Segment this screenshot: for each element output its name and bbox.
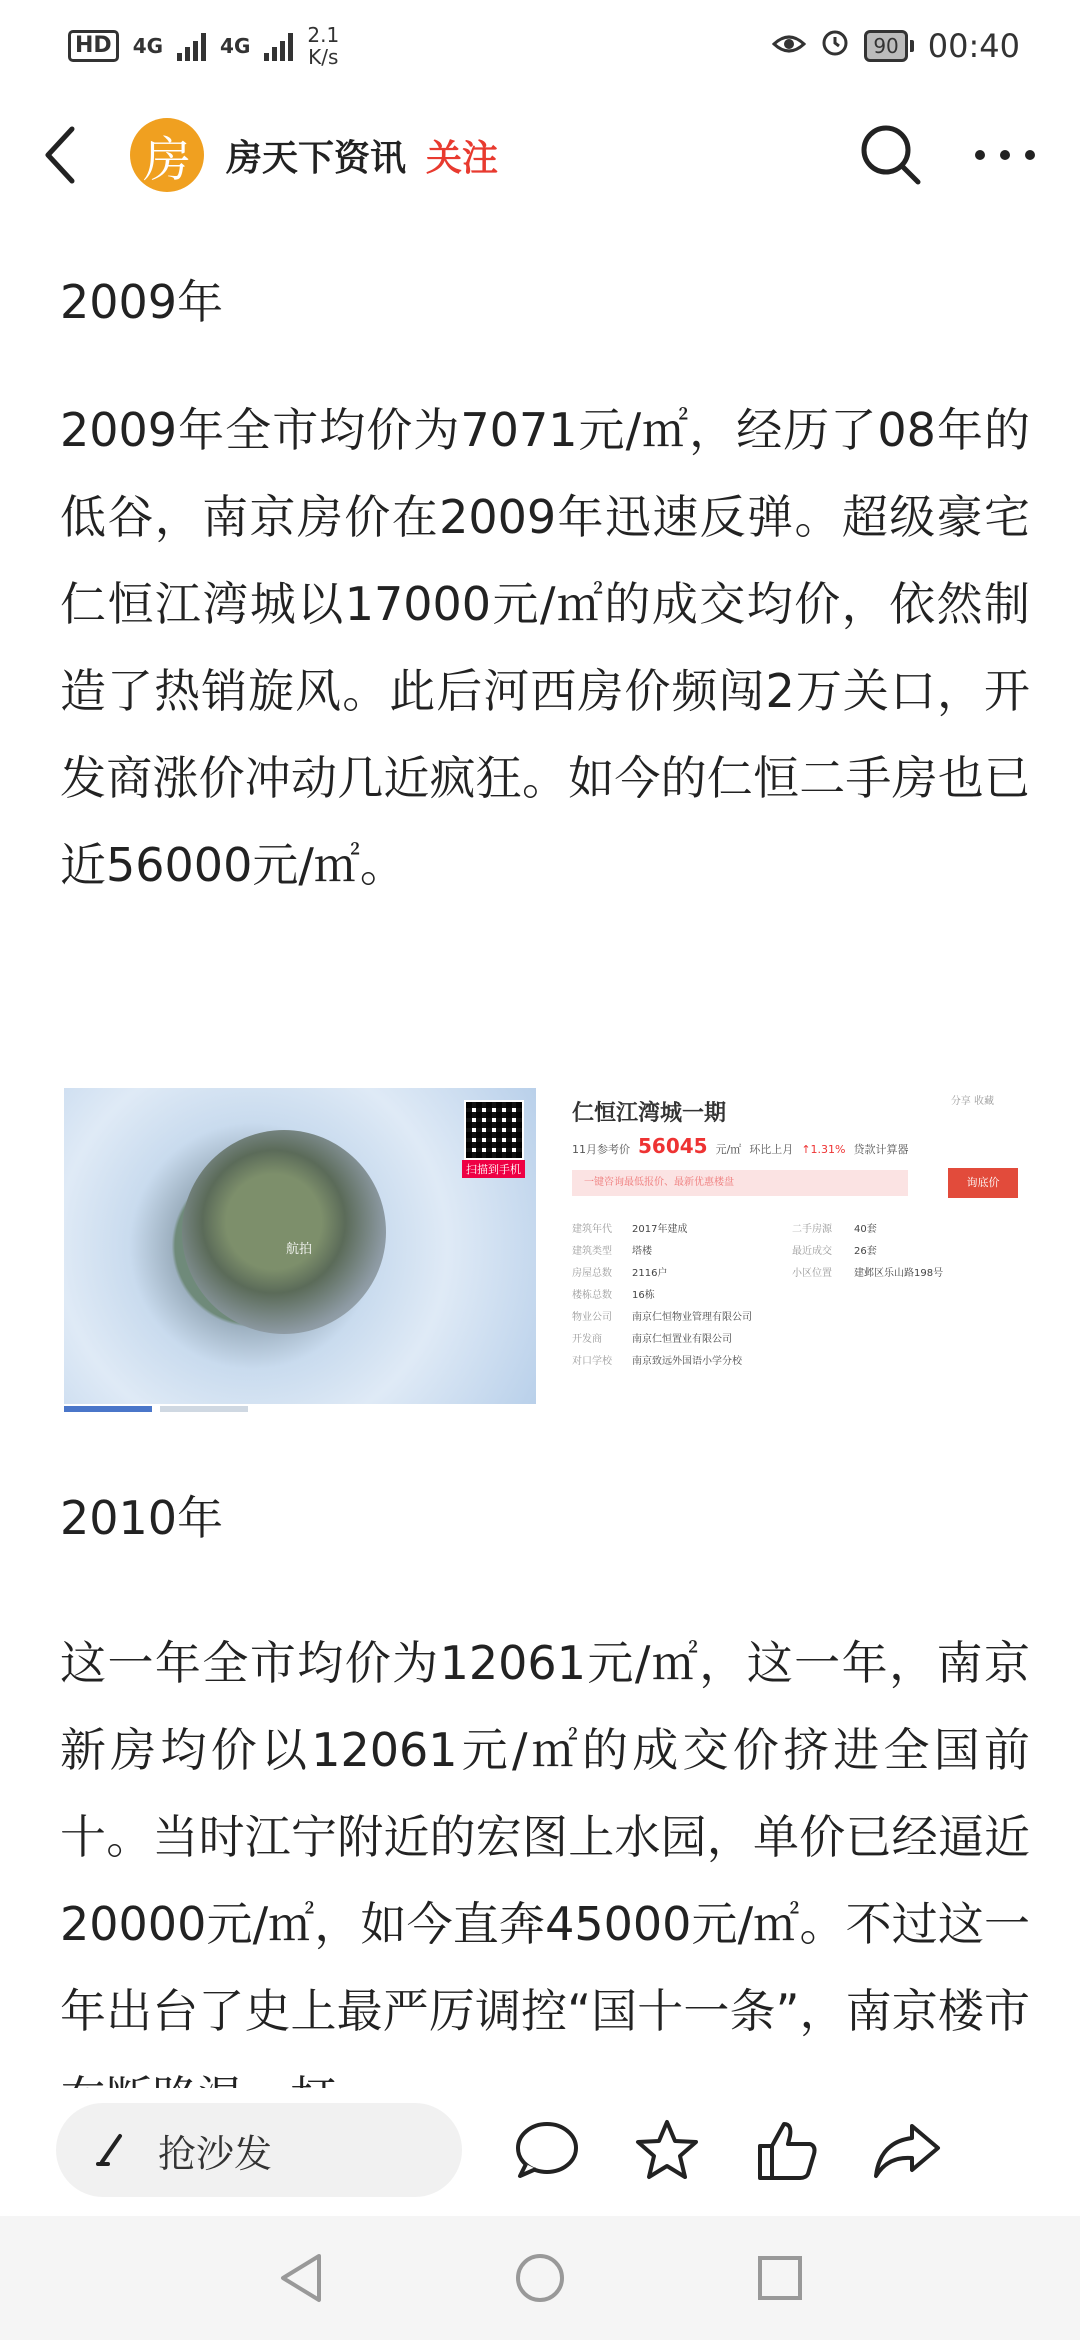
- battery-icon: [864, 30, 913, 62]
- pen-icon: [94, 2128, 134, 2172]
- bottom-action-bar: [0, 2088, 1080, 2212]
- row-key: 小区位置: [792, 1267, 832, 1279]
- row-value: 塔楼: [632, 1245, 652, 1257]
- listing-row: [572, 1260, 1012, 1282]
- carousel-dot-active: [64, 1406, 152, 1412]
- network-speed-value: 2.1: [307, 23, 340, 47]
- section-heading-2010: 2010年: [60, 1491, 224, 1545]
- section-heading-2009: 2009年: [60, 275, 224, 329]
- mom-value: ↑1.31%: [801, 1143, 846, 1156]
- loan-calc: 贷款计算器: [853, 1143, 909, 1156]
- channel-avatar[interactable]: 房: [130, 118, 204, 192]
- nav-back-icon[interactable]: [270, 2248, 330, 2308]
- listing-row: [572, 1238, 1012, 1260]
- signal-label-1: 4G: [132, 34, 164, 58]
- row-value: 南京致远外国语小学分校: [632, 1355, 742, 1367]
- eye-icon: [772, 29, 806, 64]
- qr-label: 扫描到手机: [462, 1160, 525, 1178]
- follow-button[interactable]: 关注: [426, 137, 499, 179]
- aerial-globe: [182, 1130, 386, 1334]
- price-label: 11月参考价: [572, 1143, 630, 1156]
- photo-label: 航拍: [286, 1242, 313, 1257]
- qr-code-icon: [464, 1100, 524, 1160]
- listing-row: [572, 1304, 1012, 1326]
- row-key: 物业公司: [572, 1311, 612, 1323]
- nav-recents-icon[interactable]: [750, 2248, 810, 2308]
- row-value: 建邺区乐山路198号: [854, 1267, 944, 1279]
- price-row: [572, 1134, 908, 1158]
- listing-row: [572, 1326, 1012, 1348]
- status-right: [772, 27, 1020, 65]
- share-collect: 分享 收藏: [950, 1096, 994, 1107]
- star-icon[interactable]: [632, 2115, 702, 2185]
- row-key: 对口学校: [572, 1355, 612, 1367]
- network-speed-unit: K/s: [308, 45, 339, 69]
- row-key: 楼栋总数: [572, 1289, 612, 1301]
- inquiry-bar: 一键咨询最低报价、最新优惠楼盘: [572, 1170, 908, 1196]
- row-value: 26套: [854, 1245, 877, 1257]
- comment-icon[interactable]: [512, 2115, 582, 2185]
- battery-level: 90: [864, 30, 907, 62]
- mom-label: 环比上月: [749, 1143, 794, 1156]
- row-key: 建筑年代: [572, 1223, 612, 1235]
- more-icon[interactable]: [970, 120, 1040, 190]
- price-unit: 元/㎡: [715, 1143, 742, 1156]
- status-left: [68, 24, 339, 68]
- signal-bars-icon: [177, 31, 206, 61]
- row-key: 最近成交: [792, 1245, 832, 1257]
- row-key: 建筑类型: [572, 1245, 612, 1257]
- row-value: 2116户: [632, 1267, 668, 1279]
- search-icon[interactable]: [856, 120, 926, 190]
- signal-bars-icon: [264, 31, 293, 61]
- signal-label-2: 4G: [220, 34, 251, 58]
- aerial-photo[interactable]: [64, 1088, 536, 1404]
- comment-input[interactable]: [56, 2103, 462, 2197]
- row-value: 南京仁恒物业管理有限公司: [632, 1311, 752, 1323]
- nav-home-icon[interactable]: [510, 2248, 570, 2308]
- app-header: [0, 100, 1080, 210]
- channel-name[interactable]: 房天下资讯: [226, 137, 407, 179]
- row-key: 房屋总数: [572, 1267, 612, 1279]
- row-key: 二手房源: [792, 1223, 832, 1235]
- listing-title: 仁恒江湾城一期: [572, 1101, 727, 1126]
- row-value: 2017年建成: [632, 1223, 688, 1235]
- listing-rows: [572, 1216, 1012, 1370]
- row-key: 开发商: [572, 1333, 602, 1345]
- price-value: 56045: [638, 1134, 708, 1158]
- system-nav-bar: [0, 2216, 1080, 2340]
- row-value: 南京仁恒置业有限公司: [632, 1333, 732, 1345]
- thumbs-up-icon[interactable]: [752, 2115, 822, 2185]
- row-value: 16栋: [632, 1289, 655, 1301]
- listing-row: [572, 1282, 1012, 1304]
- paragraph-2010: 这一年全市均价为12061元/㎡，这一年，南京新房均价以12061元/㎡的成交价挤进全国前十。当时江宁附近的宏图上水园，单价已经逼近20000元/㎡，如今直奔45000元/㎡。不过这一年出台了史上最严厉调控“国十一条”，南京楼市: [60, 1636, 1030, 2038]
- article-body-2010: [60, 1620, 1030, 2142]
- comment-placeholder: 抢沙发: [158, 2131, 273, 2176]
- listing-info: [568, 1088, 1014, 1420]
- listing-row: [572, 1216, 1012, 1238]
- back-icon[interactable]: [40, 120, 100, 190]
- share-icon[interactable]: [872, 2115, 942, 2185]
- listing-row: [572, 1348, 1012, 1370]
- hd-indicator: HD: [68, 30, 119, 62]
- paragraph-2009: 2009年全市均价为7071元/㎡，经历了08年的低谷，南京房价在2009年迅速反弹。超级豪宅仁恒江湾城以17000元/㎡的成交均价，依然制造了热销旋风。此后河西房价频闯2万关口，开发商涨价冲动几近疯狂。如今的仁恒二手房也已近56000元/㎡。: [60, 403, 1030, 892]
- ask-price-button: 询底价: [948, 1168, 1018, 1198]
- clock: 00:40: [927, 27, 1020, 65]
- article-body: [60, 250, 1030, 909]
- network-speed: [307, 24, 339, 68]
- carousel-dot: [160, 1406, 248, 1412]
- status-bar: [0, 0, 1080, 92]
- alarm-icon: [820, 27, 850, 65]
- article-figure[interactable]: [64, 1088, 1014, 1420]
- carousel-indicator: [64, 1406, 248, 1412]
- row-value: 40套: [854, 1223, 877, 1235]
